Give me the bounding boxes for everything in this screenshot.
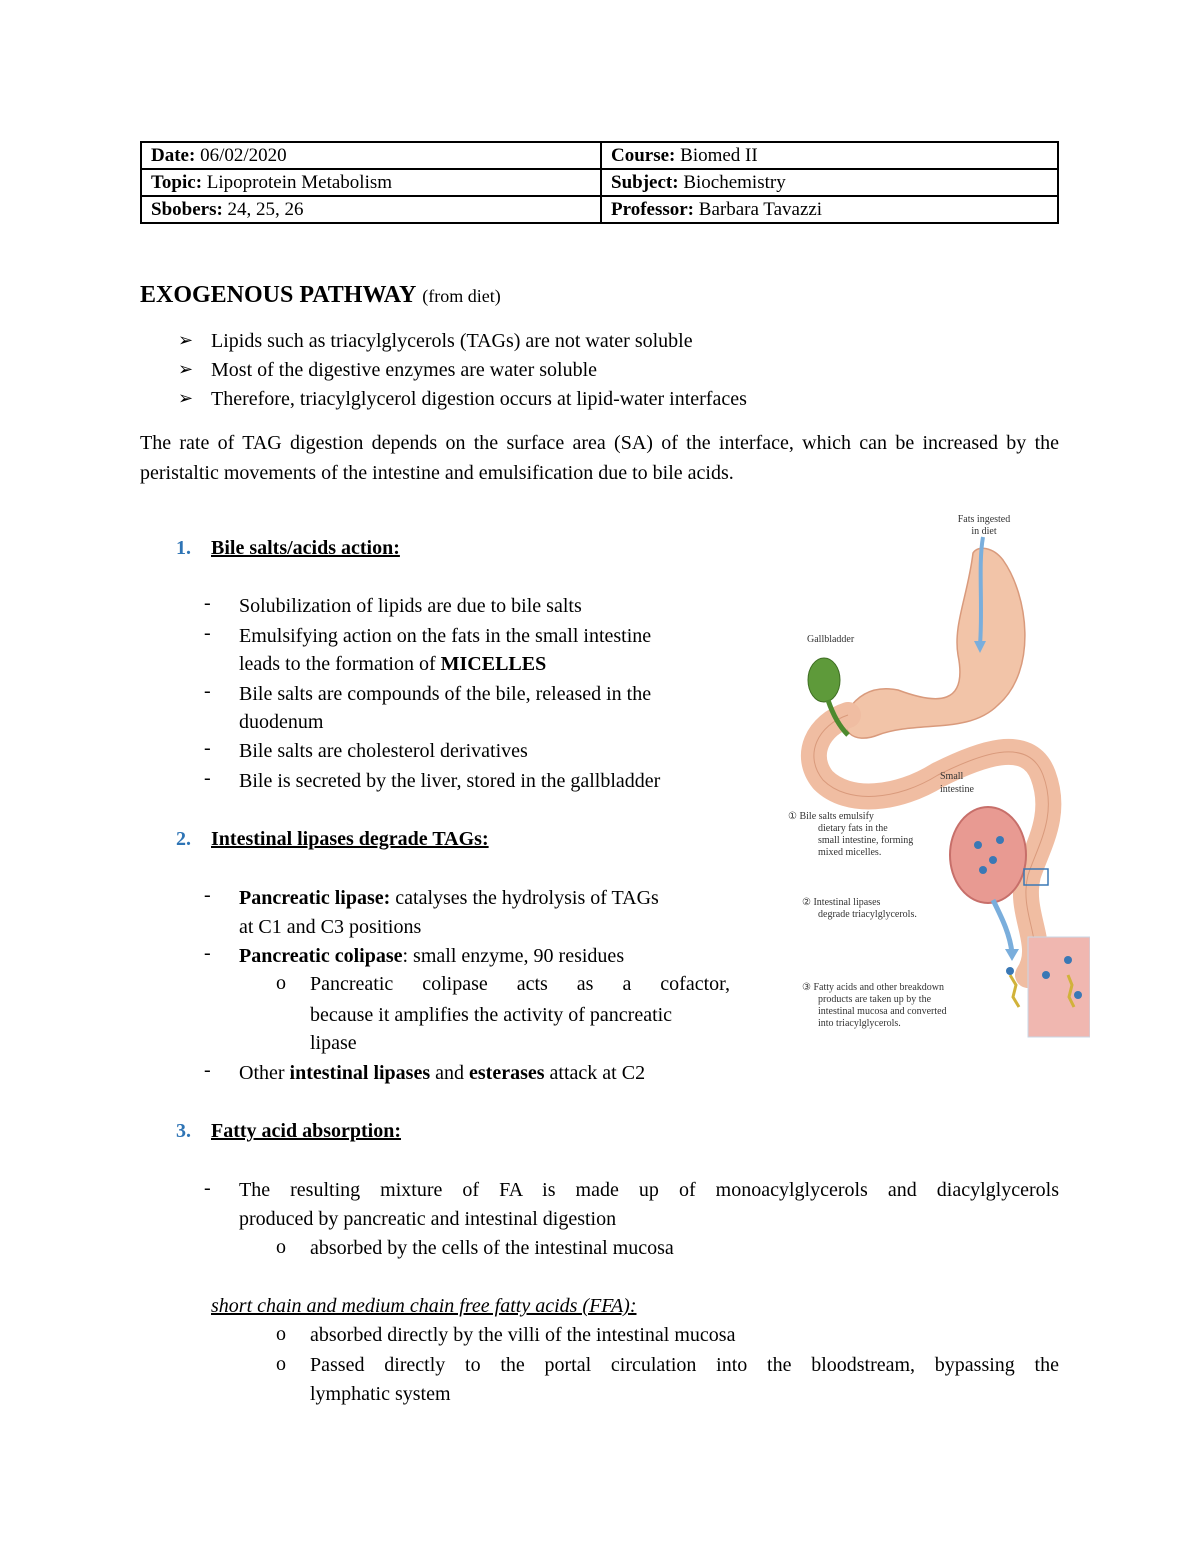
step1-caption: mixed micelles. — [818, 847, 882, 858]
other-lipases-item — [239, 1060, 645, 1086]
step3-number: 3. — [176, 1120, 191, 1142]
flow-arrow-icon — [993, 900, 1012, 953]
step1-item-text: leads to the formation of — [239, 653, 441, 675]
course-label: Course: — [611, 145, 676, 166]
section-subtitle: (from diet) — [422, 286, 501, 306]
professor-cell — [601, 196, 1058, 223]
circle-bullet: o — [276, 1236, 286, 1258]
dash-bullet: - — [204, 737, 211, 759]
dash-bullet: - — [204, 1059, 211, 1081]
step1-item-cont — [239, 651, 546, 677]
step3-paragraph-line: The resulting mixture of FA is made up of monoacylglycerols and diacylglycerols — [239, 1179, 1059, 1201]
dash-bullet: - — [204, 680, 211, 702]
topic-label: Topic: — [151, 172, 203, 193]
topic-value: Lipoprotein Metabolism — [202, 172, 393, 193]
step3-caption: products are taken up by the — [818, 994, 932, 1005]
micelles-term: MICELLES — [440, 653, 547, 675]
topic-cell — [141, 169, 601, 196]
dash-bullet: - — [204, 622, 211, 644]
dash-bullet: - — [204, 942, 211, 964]
other-text: Other — [239, 1062, 290, 1084]
other-text: attack at C2 — [544, 1062, 646, 1084]
step1-caption: dietary fats in the — [818, 823, 888, 834]
arrow-bullet-icon: ➢ — [178, 330, 194, 350]
step3-sub: absorbed by the cells of the intestinal mucosa — [310, 1237, 674, 1259]
ffa-item-cont: lymphatic system — [310, 1383, 451, 1405]
esterases-term: esterases — [469, 1062, 545, 1084]
dash-bullet: - — [204, 1177, 211, 1199]
step3-caption: into triacylglycerols. — [818, 1018, 901, 1029]
course-cell — [601, 142, 1058, 169]
step1-item: Bile salts are cholesterol derivatives — [239, 740, 528, 762]
stomach-shape — [845, 548, 1025, 738]
colipase-sub-line: Pancreatic colipase acts as a cofactor, — [310, 973, 730, 995]
bullet-item: Most of the digestive enzymes are water soluble — [211, 359, 597, 381]
step1-item: Bile is secreted by the liver, stored in the gallbladder — [239, 770, 661, 792]
step2-caption: ② Intestinal lipases — [802, 897, 881, 908]
gallbladder-shape — [808, 658, 840, 702]
pancreatic-colipase-item — [239, 943, 624, 969]
intestinal-lipases-term: intestinal lipases — [289, 1062, 431, 1084]
step2-heading: Intestinal lipases degrade TAGs: — [211, 828, 489, 850]
ffa-item: absorbed directly by the villi of the intestinal mucosa — [310, 1324, 736, 1346]
step1-caption: ① Bile salts emulsify — [788, 811, 874, 822]
colipase-sub-line: lipase — [310, 1032, 357, 1054]
fats-label: in diet — [971, 526, 997, 537]
intestine-cross-section — [950, 807, 1026, 903]
subject-value: Biochemistry — [678, 172, 786, 193]
step1-item: Bile salts are compounds of the bile, released in the — [239, 683, 652, 705]
step1-number: 1. — [176, 537, 191, 559]
colipase-sub-line: because it amplifies the activity of pancreatic — [310, 1004, 673, 1026]
bullet-item: Therefore, triacylglycerol digestion occurs at lipid-water interfaces — [211, 388, 747, 410]
small-intestine-label: intestine — [940, 784, 974, 795]
section-title-text: EXOGENOUS PATHWAY — [140, 282, 417, 308]
header-table — [140, 141, 1059, 224]
sbobers-cell — [141, 196, 601, 223]
ffa-heading: short chain and medium chain free fatty acids (FFA): — [211, 1295, 637, 1317]
step1-heading: Bile salts/acids action: — [211, 537, 400, 559]
circle-bullet: o — [276, 972, 286, 994]
circle-bullet: o — [276, 1353, 286, 1375]
digestion-figure — [778, 505, 1090, 1050]
arrow-bullet-icon: ➢ — [178, 388, 194, 408]
gallbladder-label: Gallbladder — [807, 634, 855, 645]
section-title — [140, 280, 501, 311]
step3-caption: intestinal mucosa and converted — [818, 1006, 947, 1017]
fats-arrow-icon — [980, 537, 983, 645]
professor-label: Professor: — [611, 199, 695, 220]
dash-bullet: - — [204, 592, 211, 614]
pancreatic-lipase-item — [239, 885, 659, 911]
step3-caption: ③ Fatty acids and other breakdown — [802, 982, 944, 993]
fats-label: Fats ingested — [957, 514, 1011, 525]
dash-bullet: - — [204, 767, 211, 789]
intro-paragraph: The rate of TAG digestion depends on the surface area (SA) of the interface, which can be increased by the peristaltic movements of the intestine and emulsification due to bile acids. — [140, 432, 1059, 484]
sbobers-value: 24, 25, 26 — [222, 199, 304, 220]
pancreatic-colipase-text: : small enzyme, 90 residues — [402, 945, 625, 967]
step3-heading: Fatty acid absorption: — [211, 1120, 401, 1142]
subject-label: Subject: — [611, 172, 679, 193]
step1-item-cont: duodenum — [239, 711, 324, 733]
step1-item: Solubilization of lipids are due to bile salts — [239, 595, 582, 617]
step2-number: 2. — [176, 828, 191, 850]
arrow-bullet-icon: ➢ — [178, 359, 194, 379]
other-text: and — [430, 1062, 470, 1084]
step2-caption: degrade triacylglycerols. — [818, 909, 917, 920]
step1-item: Emulsifying action on the fats in the small intestine — [239, 625, 652, 647]
ffa-item: Passed directly to the portal circulation into the bloodstream, bypassing the — [310, 1354, 1059, 1376]
step1-caption: small intestine, forming — [818, 835, 914, 846]
mucosa-inset — [1028, 937, 1090, 1037]
sbobers-label: Sbobers: — [151, 199, 223, 220]
small-intestine-label: Small — [940, 771, 964, 782]
date-cell — [141, 142, 601, 169]
professor-value: Barbara Tavazzi — [694, 199, 823, 220]
date-label: Date: — [151, 145, 196, 166]
subject-cell — [601, 169, 1058, 196]
pancreatic-colipase-label: Pancreatic colipase — [239, 945, 403, 967]
bullet-item: Lipids such as triacylglycerols (TAGs) are not water soluble — [211, 330, 693, 352]
circle-bullet: o — [276, 1323, 286, 1345]
course-value: Biomed II — [675, 145, 758, 166]
pancreatic-lipase-cont: at C1 and C3 positions — [239, 916, 422, 938]
pancreatic-lipase-label: Pancreatic lipase: — [239, 887, 391, 909]
pancreatic-lipase-text: catalyses the hydrolysis of TAGs — [390, 887, 659, 909]
date-value: 06/02/2020 — [195, 145, 287, 166]
step3-paragraph-line: produced by pancreatic and intestinal digestion — [239, 1208, 617, 1230]
dash-bullet: - — [204, 884, 211, 906]
